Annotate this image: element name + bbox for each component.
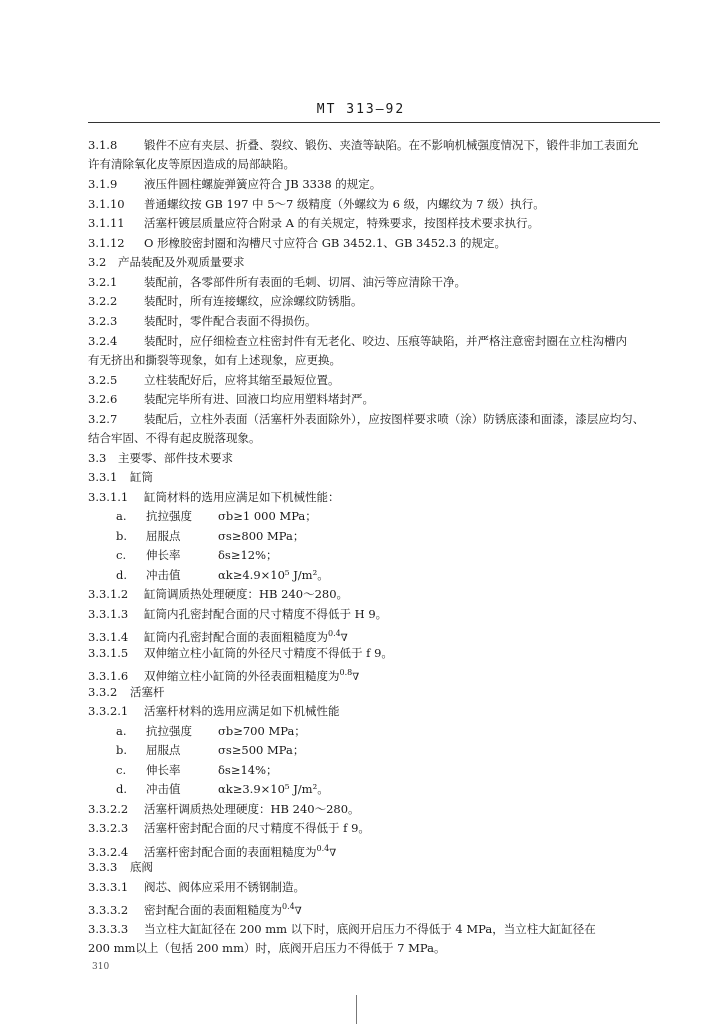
- para-line: 200 mm以上（包括 200 mm）时，底阀开启压力不得低于 7 MPa。: [88, 941, 446, 955]
- para-line: 3.2.6 装配完毕所有进、回液口均应用塑料堵封严。: [88, 392, 374, 406]
- property-value: σb≥1 000 MPa；: [218, 509, 317, 523]
- property-name: 屈服点: [146, 743, 181, 757]
- page-header: MT 313—92: [316, 102, 406, 117]
- para-line: 3.3.2.1 活塞杆材料的选用应满足如下机械性能: [88, 704, 340, 718]
- para-line: 3.3.3.1 阀芯、阀体应采用不锈钢制造。: [88, 880, 305, 894]
- para-line: 3.1.9 液压件圆柱螺旋弹簧应符合 JB 3338 的规定。: [88, 177, 382, 191]
- property-mark: a.: [116, 724, 127, 738]
- para-line: 3.3.2.2 活塞杆调质热处理硬度：HB 240～280。: [88, 802, 360, 816]
- property-name: 冲击值: [146, 782, 181, 796]
- para-line: 3.3.1.5 双伸缩立柱小缸筒的外径尺寸精度不得低于 f 9。: [88, 646, 393, 660]
- property-name: 抗拉强度: [146, 509, 192, 523]
- property-name: 抗拉强度: [146, 724, 192, 738]
- property-value: αk≥3.9×10⁵ J/m²。: [218, 782, 329, 796]
- para-line: 3.3.2.3 活塞杆密封配合面的尺寸精度不得低于 f 9。: [88, 821, 370, 835]
- para-line: 3.3.1.4 缸筒内孔密封配合面的表面粗糙度为$^{0.4}$∇: [88, 629, 348, 644]
- para-line: 3.2.2 装配时，所有连接螺纹，应涂螺纹防锈脂。: [88, 294, 363, 308]
- property-value: σs≥500 MPa；: [218, 743, 305, 757]
- header-rule: [88, 122, 660, 123]
- roughness-symbol: 0.4: [316, 844, 330, 853]
- property-mark: c.: [116, 763, 127, 777]
- para-line: 3.1.11 活塞杆镀层质量应符合附录 A 的有关规定，特殊要求，按图样技术要求执行。: [88, 216, 540, 230]
- subsection-heading: 3.3.1 缸筒: [88, 470, 153, 484]
- para-line: 3.3.1.1 缸筒材料的选用应满足如下机械性能：: [88, 490, 340, 504]
- property-value: δs≥12%；: [218, 548, 278, 562]
- page-number: 310: [92, 962, 110, 972]
- property-value: αk≥4.9×10⁵ J/m²。: [218, 568, 329, 582]
- para-line: 3.2.1 装配前，各零部件所有表面的毛刺、切屑、油污等应清除干净。: [88, 275, 466, 289]
- property-value: δs≥14%；: [218, 763, 278, 777]
- property-mark: c.: [116, 548, 127, 562]
- section-heading: 3.2 产品装配及外观质量要求: [88, 255, 245, 269]
- para-line: 有无挤出和撕裂等现象，如有上述现象，应更换。: [88, 353, 341, 367]
- para-line: 3.3.3.3 当立柱大缸缸径在 200 mm 以下时，底阀开启压力不得低于 4 MPa，当立柱大缸缸径在: [88, 922, 596, 936]
- property-name: 伸长率: [146, 548, 181, 562]
- property-name: 冲击值: [146, 568, 181, 582]
- para-line: 3.1.12 O 形橡胶密封圈和沟槽尺寸应符合 GB 3452.1、GB 3452.3 的规定。: [88, 236, 506, 250]
- para-line: 3.2.5 立柱装配好后，应将其缩至最短位置。: [88, 373, 340, 387]
- para-line: 3.3.1.6 双伸缩立柱小缸筒的外径表面粗糙度为$^{0.8}$∇: [88, 668, 360, 683]
- para-line: 3.2.7 装配后，立柱外表面（活塞杆外表面除外），应按图样要求喷（涂）防锈底漆和面漆，漆层应均匀、: [88, 412, 645, 426]
- para-line: 3.1.8 锻件不应有夹层、折叠、裂纹、锻伤、夹渣等缺陷。在不影响机械强度情况下，锻件非加工表面允: [88, 138, 639, 152]
- fold-mark: [356, 995, 357, 1024]
- roughness-symbol: 0.4: [328, 629, 341, 638]
- para-line: 3.2.4 装配时，应仔细检查立柱密封件有无老化、咬边、压痕等缺陷，并严格注意密封圈在立柱沟槽内: [88, 334, 627, 348]
- property-value: σs≥800 MPa；: [218, 529, 305, 543]
- subsection-heading: 3.3.2 活塞杆: [88, 685, 165, 699]
- para-line: 3.2.3 装配时，零件配合表面不得损伤。: [88, 314, 317, 328]
- para-line: 3.3.1.2 缸筒调质热处理硬度：HB 240～280。: [88, 587, 349, 601]
- property-value: σb≥700 MPa；: [218, 724, 306, 738]
- para-line: 3.3.1.3 缸筒内孔密封配合面的尺寸精度不得低于 H 9。: [88, 607, 388, 621]
- property-mark: d.: [116, 568, 128, 582]
- para-line: 许有清除氧化皮等原因造成的局部缺陷。: [88, 157, 295, 171]
- property-mark: a.: [116, 509, 127, 523]
- property-name: 屈服点: [146, 529, 181, 543]
- para-line: 3.1.10 普通螺纹按 GB 197 中 5～7 级精度（外螺纹为 6 级，内螺纹为 7 级）执行。: [88, 197, 545, 211]
- para-line: 3.3.3.2 密封配合面的表面粗糙度为$^{0.4}$∇: [88, 902, 302, 917]
- property-mark: d.: [116, 782, 128, 796]
- roughness-symbol: 0.4: [282, 902, 295, 911]
- roughness-symbol: 0.8: [339, 668, 353, 677]
- subsection-heading: 3.3.3 底阀: [88, 860, 153, 874]
- property-mark: b.: [116, 529, 128, 543]
- section-heading: 3.3 主要零、部件技术要求: [88, 451, 233, 465]
- para-line: 3.3.2.4 活塞杆密封配合面的表面粗糙度为$^{0.4}$∇: [88, 844, 337, 859]
- property-name: 伸长率: [146, 763, 181, 777]
- para-line: 结合牢固、不得有起皮脱落现象。: [88, 431, 261, 445]
- property-mark: b.: [116, 743, 128, 757]
